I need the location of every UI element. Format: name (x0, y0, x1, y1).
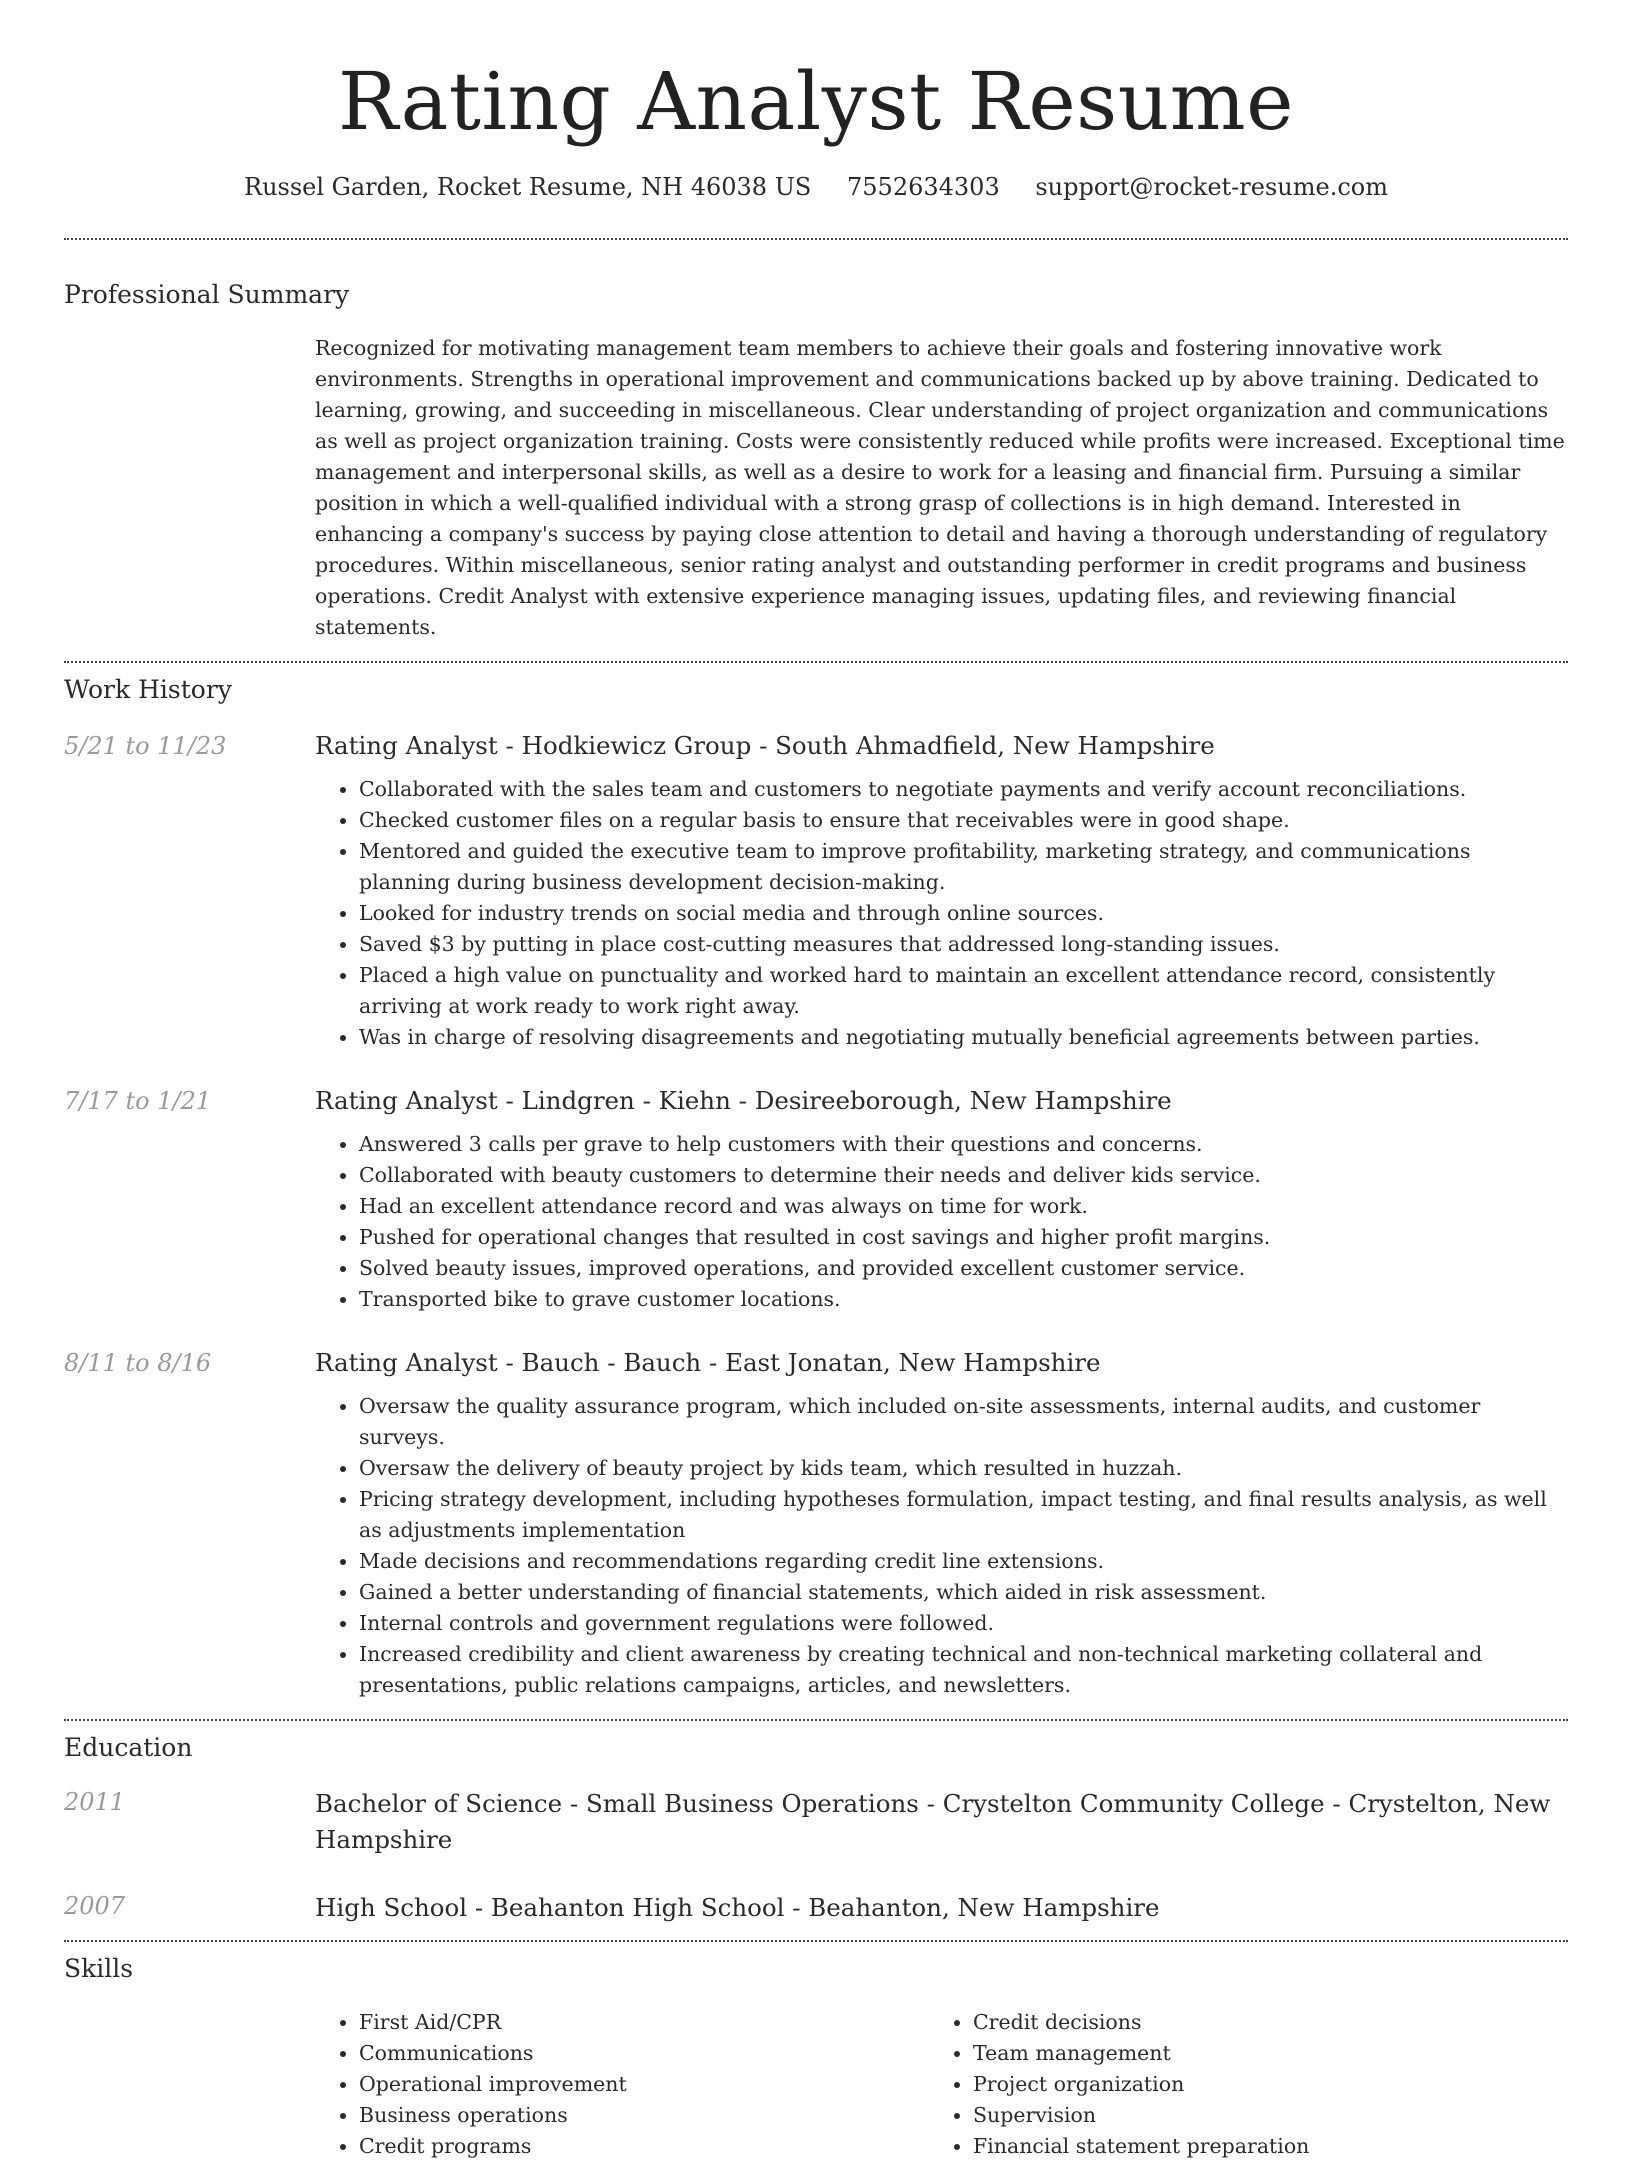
job-bullets (315, 1129, 1568, 1315)
contact-email: support@rocket-resume.com (1035, 173, 1388, 201)
education-title (315, 1786, 1568, 1858)
list-item: • Oversaw the delivery of beauty project by kids team, which resulted in huzzah. (359, 1453, 1568, 1484)
education-school: - Crystelton Community College - Crystelton, New Hampshire (315, 1789, 1551, 1854)
list-item: • Mentored and guided the executive team to improve profitability, marketing strategy, and communications planning during business development decision-making. (359, 836, 1568, 898)
work-heading: Work History (64, 675, 232, 704)
skill-item: • Team management (973, 2038, 1543, 2069)
job-dates: 8/11 to 8/16 (64, 1349, 212, 1377)
education-school: - Beahanton High School - Beahanton, New Hampshire (467, 1893, 1160, 1922)
skills-row (64, 2007, 1568, 2162)
summary-text: Recognized for motivating management team members to achieve their goals and fostering innovative work environments. Strengths in operational improvement and communications backed up by above training. Dedicated to learning, growing, and succeeding in miscellaneous. Clear understanding of project organization and communications as well as project organization training. Costs were consistently reduced while profits were increased. Exceptional time management and interpersonal skills, as well as a desire to work for a leasing and financial firm. Pursuing a similar position in which a well-qualified individual with a strong grasp of collections is in high demand. Interested in enhancing a company's success by paying close attention to detail and having a thorough understanding of regulatory procedures. Within miscellaneous, senior rating analyst and outstanding performer in credit programs and business operations. Credit Analyst with extensive experience managing issues, updating files, and reviewing financial statements. (315, 336, 1565, 639)
contact-line (64, 172, 1568, 202)
education-title (315, 1890, 1568, 1926)
skill-item: • First Aid/CPR (359, 2007, 929, 2038)
list-item: • Internal controls and government regulations were followed. (359, 1608, 1568, 1639)
list-item: • Collaborated with beauty customers to determine their needs and deliver kids service. (359, 1160, 1568, 1191)
list-item: • Solved beauty issues, improved operations, and provided excellent customer service. (359, 1253, 1568, 1284)
education-heading: Education (64, 1733, 193, 1762)
list-item: • Gained a better understanding of financial statements, which aided in risk assessment. (359, 1577, 1568, 1608)
skills-columns (315, 2007, 1568, 2162)
list-item: • Pushed for operational changes that resulted in cost savings and higher profit margins. (359, 1222, 1568, 1253)
contact-phone: 7552634303 (847, 173, 1000, 201)
job-dates: 7/17 to 1/21 (64, 1087, 212, 1115)
skill-item: • Financial statement preparation (973, 2131, 1543, 2162)
summary-heading: Professional Summary (64, 280, 350, 309)
job-dates: 5/21 to 11/23 (64, 732, 227, 760)
job-details (315, 1085, 1568, 1315)
job-details (315, 730, 1568, 1053)
education-details (315, 1890, 1568, 1926)
divider (64, 1940, 1568, 1942)
skill-item: • Communications (359, 2038, 929, 2069)
divider (64, 1719, 1568, 1721)
list-item: • Checked customer files on a regular basis to ensure that receivables were in good shape. (359, 805, 1568, 836)
list-item: • Saved $3 by putting in place cost-cutting measures that addressed long-standing issues. (359, 929, 1568, 960)
job-title: Rating Analyst - Lindgren - Kiehn - Desireeborough, New Hampshire (315, 1086, 1172, 1115)
divider (64, 238, 1568, 240)
list-item: • Was in charge of resolving disagreements and negotiating mutually beneficial agreements between parties. (359, 1022, 1568, 1053)
education-entry (64, 1890, 1568, 1926)
contact-address: Russel Garden, Rocket Resume, NH 46038 US (244, 173, 812, 201)
divider (64, 661, 1568, 663)
education-year: 2007 (64, 1892, 126, 1920)
job-title: Rating Analyst - Bauch - Bauch - East Jonatan, New Hampshire (315, 1348, 1101, 1377)
list-item: • Collaborated with the sales team and customers to negotiate payments and verify account reconciliations. (359, 774, 1568, 805)
list-item: • Had an excellent attendance record and was always on time for work. (359, 1191, 1568, 1222)
resume-title: Rating Analyst Resume (338, 55, 1294, 148)
list-item: • Oversaw the quality assurance program, which included on-site assessments, internal audits, and customer surveys. (359, 1391, 1568, 1453)
job-entry (64, 1085, 1568, 1315)
skill-item: • Operational improvement (359, 2069, 929, 2100)
summary-left-spacer (64, 333, 315, 643)
list-item: • Placed a high value on punctuality and worked hard to maintain an excellent attendance record, consistently arriving at work ready to work right away. (359, 960, 1568, 1022)
skill-item: • Credit programs (359, 2131, 929, 2162)
list-item: • Increased credibility and client awareness by creating technical and non-technical marketing collateral and presentations, public relations campaigns, articles, and newsletters. (359, 1639, 1568, 1701)
skills-list-right (929, 2007, 1543, 2162)
list-item: • Made decisions and recommendations regarding credit line extensions. (359, 1546, 1568, 1577)
education-year: 2011 (64, 1788, 126, 1816)
job-bullets (315, 1391, 1568, 1701)
skills-heading: Skills (64, 1954, 134, 1983)
skills-list-left (315, 2007, 929, 2162)
job-details (315, 1347, 1568, 1701)
skill-item: • Credit decisions (973, 2007, 1543, 2038)
skill-item: • Supervision (973, 2100, 1543, 2131)
job-entry (64, 730, 1568, 1053)
skill-item: • Project organization (973, 2069, 1543, 2100)
list-item: • Answered 3 calls per grave to help customers with their questions and concerns. (359, 1129, 1568, 1160)
skill-item: • Business operations (359, 2100, 929, 2131)
education-degree: Bachelor of Science - Small Business Operations (315, 1789, 919, 1818)
summary-body (315, 333, 1568, 643)
list-item: • Transported bike to grave customer locations. (359, 1284, 1568, 1315)
education-degree: High School (315, 1893, 468, 1922)
education-details (315, 1786, 1568, 1858)
skills-left-spacer (64, 2007, 315, 2162)
job-title: Rating Analyst - Hodkiewicz Group - South Ahmadfield, New Hampshire (315, 731, 1215, 760)
job-entry (64, 1347, 1568, 1701)
list-item: • Looked for industry trends on social media and through online sources. (359, 898, 1568, 929)
education-entry (64, 1786, 1568, 1858)
summary-row (64, 333, 1568, 643)
job-bullets (315, 774, 1568, 1053)
list-item: • Pricing strategy development, including hypotheses formulation, impact testing, and final results analysis, as well as adjustments implementation (359, 1484, 1568, 1546)
